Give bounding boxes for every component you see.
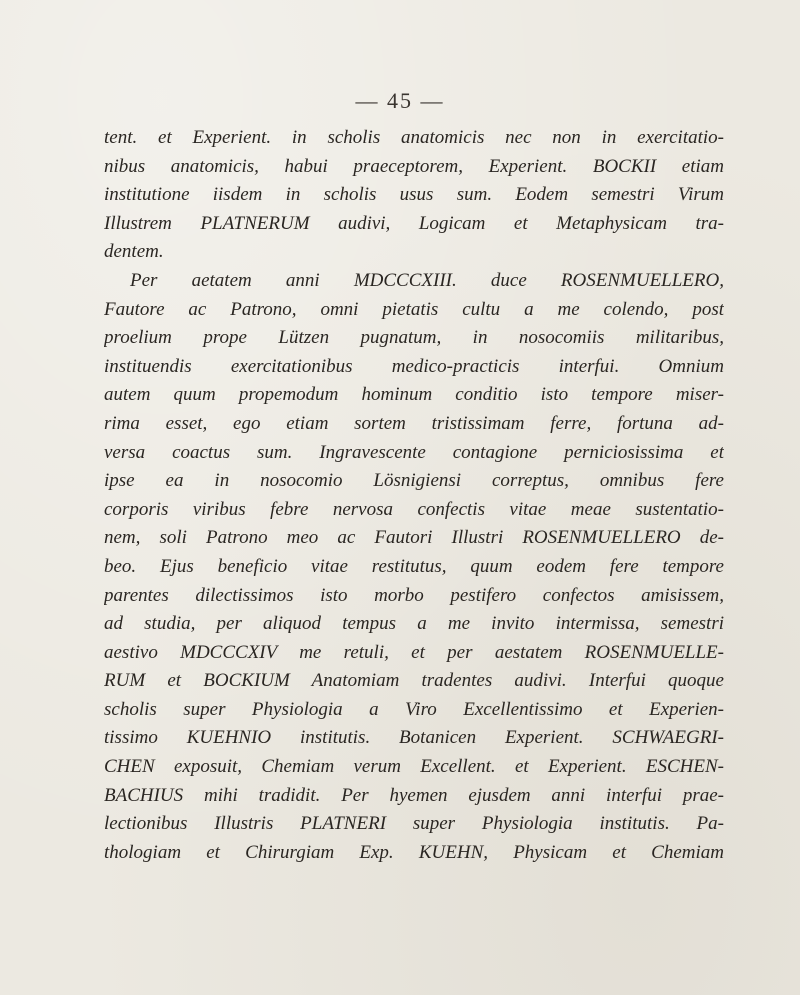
text-line: ad studia, per aliquod tempus a me invito intermissa, semestri — [104, 613, 724, 635]
text-line: proelium prope Lützen pugnatum, in nosocomiis militaribus, — [104, 327, 724, 349]
text-line: corporis viribus febre nervosa confectis vitae meae sustentatio- — [104, 498, 724, 520]
body-text — [104, 124, 724, 867]
text-line: institutione iisdem in scholis usus sum. Eodem semestri Virum — [104, 184, 724, 206]
text-line: rima esset, ego etiam sortem tristissimam ferre, fortuna ad- — [104, 412, 724, 434]
text-line: autem quum propemodum hominum conditio isto tempore miser- — [104, 384, 724, 406]
text-line: lectionibus Illustris PLATNERI super Physiologia institutis. Pa- — [104, 813, 724, 835]
text-line: beo. Ejus beneficio vitae restitutus, quum eodem fere tempore — [104, 555, 724, 577]
text-line: instituendis exercitationibus medico-practicis interfui. Omnium — [104, 355, 724, 377]
text-line: aestivo MDCCCXIV me retuli, et per aestatem ROSENMUELLE- — [104, 641, 724, 663]
text-line: CHEN exposuit, Chemiam verum Excellent. et Experient. ESCHEN- — [104, 756, 724, 778]
text-line: RUM et BOCKIUM Anatomiam tradentes audivi. Interfui quoque — [104, 670, 724, 692]
page-number: — 45 — — [355, 88, 445, 113]
text-line: parentes dilectissimos isto morbo pestifero confectos amisissem, — [104, 584, 724, 606]
text-line: nem, soli Patrono meo ac Fautori Illustri ROSENMUELLERO de- — [104, 527, 724, 549]
text-line: ipse ea in nosocomio Lösnigiensi correptus, omnibus fere — [104, 470, 724, 492]
text-line: BACHIUS mihi tradidit. Per hyemen ejusdem anni interfui prae- — [104, 784, 724, 806]
text-line: Fautore ac Patrono, omni pietatis cultu a me colendo, post — [104, 298, 724, 320]
text-line: tent. et Experient. in scholis anatomicis nec non in exercitatio- — [104, 127, 724, 148]
text-line: Illustrem PLATNERUM audivi, Logicam et Metaphysicam tra- — [104, 212, 724, 234]
text-line: nibus anatomicis, habui praeceptorem, Experient. BOCKII etiam — [104, 155, 724, 177]
text-line: Per aetatem anni MDCCCXIII. duce ROSENMUELLERO, — [130, 269, 724, 291]
text-line: thologiam et Chirurgiam Exp. KUEHN, Physicam et Chemiam — [104, 841, 724, 863]
text-line: dentem. — [104, 241, 164, 263]
text-line: tissimo KUEHNIO institutis. Botanicen Experient. SCHWAEGRI- — [104, 727, 724, 749]
text-line: versa coactus sum. Ingravescente contagione perniciosissima et — [104, 441, 724, 463]
text-line: scholis super Physiologia a Viro Excellentissimo et Experien- — [104, 698, 724, 720]
